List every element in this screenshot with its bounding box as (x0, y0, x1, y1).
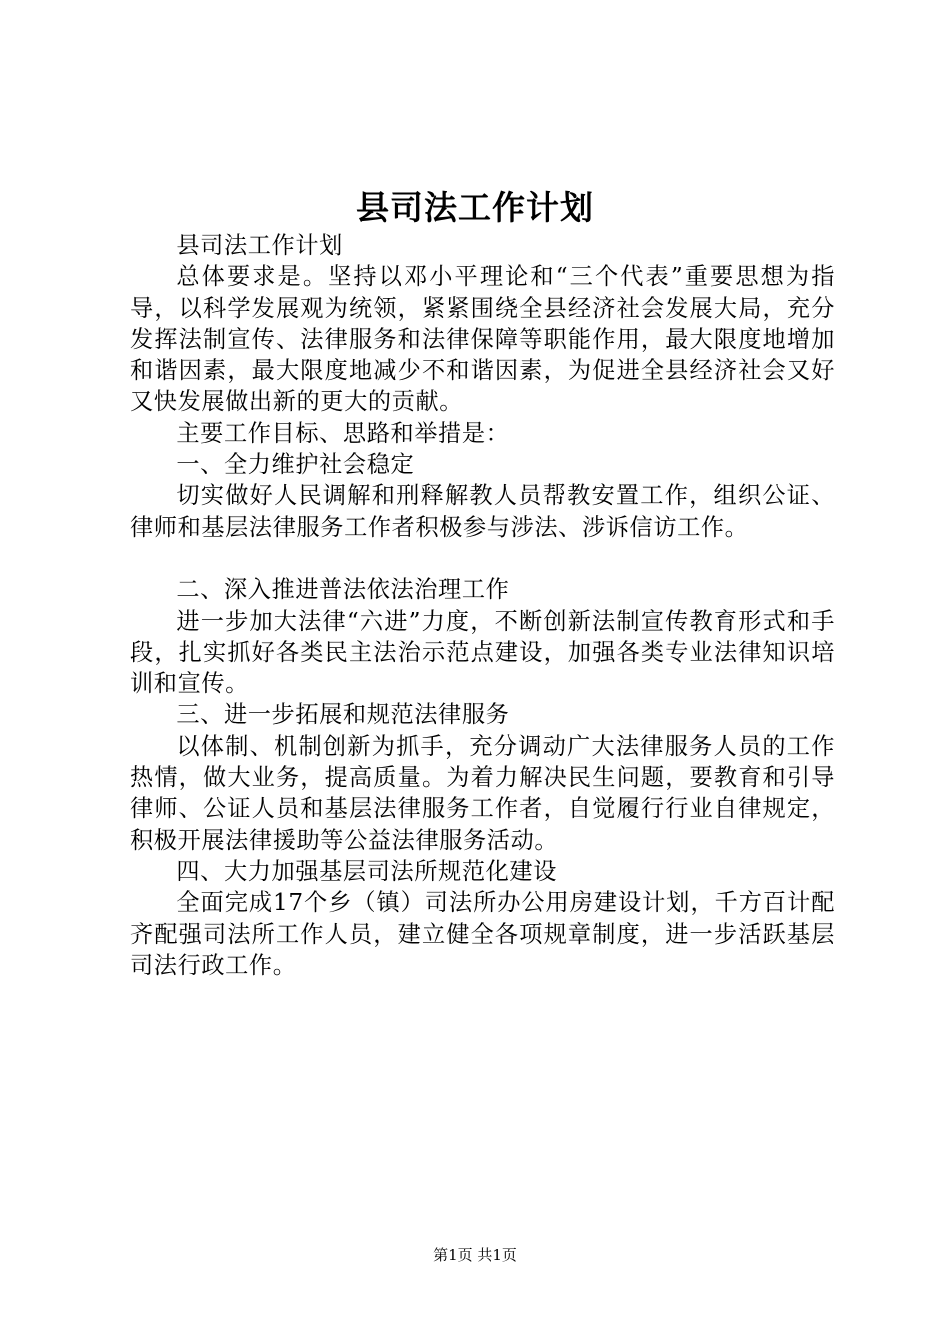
heading-section-2: 二、深入推进普法依法治理工作 (176, 576, 510, 604)
blank-line (130, 543, 835, 574)
document-title: 县司法工作计划 (356, 188, 594, 227)
paragraph-section-2: 进一步加大法律“六进”力度，不断创新法制宣传教育形式和手段，扎实抓好各类民主法治示范点建设，加强各类专业法律知识培训和宣传。 (130, 607, 835, 698)
document-body (130, 230, 835, 981)
heading-section-3: 三、进一步拓展和规范法律服务 (176, 701, 510, 729)
page-footer: 第1页 共1页 (433, 1246, 517, 1264)
paragraph-general-requirements: 总体要求是。坚持以邓小平理论和“三个代表”重要思想为指导，以科学发展观为统领，紧紧围绕全县经济社会发展大局，充分发挥法制宣传、法律服务和法律保障等职能作用，最大限度地增加和谐因素，最大限度地减少不和谐因素，为促进全县经济社会又好又快发展做出新的更大的贡献。 (130, 263, 835, 416)
paragraph-section-3: 以体制、机制创新为抓手，充分调动广大法律服务人员的工作热情，做大业务，提高质量。为着力解决民生问题，要教育和引导律师、公证人员和基层法律服务工作者，自觉履行行业自律规定，积极开展法律援助等公益法律服务活动。 (130, 732, 835, 854)
paragraph-main-goals-intro: 主要工作目标、思路和举措是： (176, 419, 510, 447)
heading-section-1: 一、全力维护社会稳定 (176, 451, 415, 479)
paragraph-section-1: 切实做好人民调解和刑释解教人员帮教安置工作，组织公证、律师和基层法律服务工作者积极参与涉法、涉诉信访工作。 (130, 482, 835, 541)
heading-section-4: 四、大力加强基层司法所规范化建设 (176, 857, 557, 885)
paragraph-section-4: 全面完成17个乡（镇）司法所办公用房建设计划，千方百计配齐配强司法所工作人员，建立健全各项规章制度，进一步活跃基层司法行政工作。 (130, 889, 835, 979)
paragraph-subtitle: 县司法工作计划 (176, 232, 343, 259)
